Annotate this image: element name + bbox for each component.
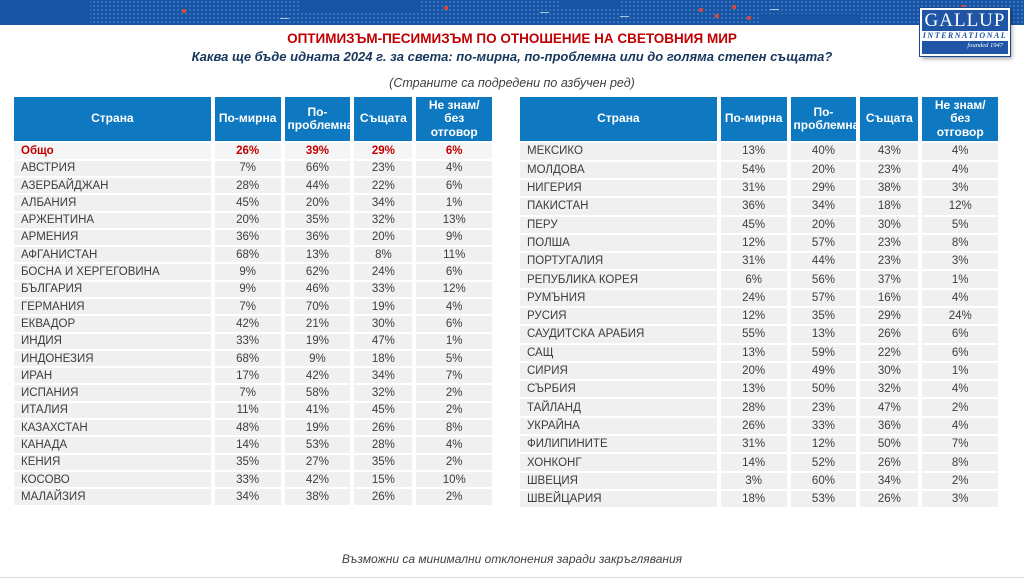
- map-ocean-gap: [760, 14, 860, 25]
- table-body: [520, 143, 998, 509]
- percent-value-cell: 3%: [922, 180, 998, 198]
- country-row: [14, 472, 492, 489]
- country-row: [520, 363, 998, 381]
- country-name-cell: СИРИЯ: [520, 363, 721, 381]
- country-row: [520, 473, 998, 491]
- percent-value-cell: 1%: [416, 195, 492, 212]
- country-row: [520, 381, 998, 399]
- percent-value-cell: 35%: [285, 213, 355, 230]
- country-name-cell: МАЛАЙЗИЯ: [14, 489, 215, 506]
- country-name-cell: БЪЛГАРИЯ: [14, 282, 215, 299]
- country-name-cell: КАЗАХСТАН: [14, 420, 215, 437]
- results-table-left: [14, 97, 492, 507]
- percent-value-cell: 45%: [354, 403, 416, 420]
- percent-value-cell: 19%: [285, 420, 355, 437]
- col-header-the-same: Същата: [860, 97, 922, 143]
- percent-value-cell: 26%: [215, 143, 285, 160]
- percent-value-cell: 66%: [285, 161, 355, 178]
- country-row: [14, 161, 492, 178]
- percent-value-cell: 34%: [791, 198, 861, 216]
- country-row: [14, 351, 492, 368]
- percent-value-cell: 13%: [285, 247, 355, 264]
- percent-value-cell: 62%: [285, 264, 355, 281]
- country-name-cell: ПАКИСТАН: [520, 198, 721, 216]
- country-name-cell: РЕПУБЛИКА КОРЕЯ: [520, 271, 721, 289]
- percent-value-cell: 16%: [860, 290, 922, 308]
- percent-value-cell: 13%: [721, 381, 791, 399]
- country-name-cell: МОЛДОВА: [520, 162, 721, 180]
- percent-value-cell: 23%: [860, 235, 922, 253]
- country-name-cell: ИНДИЯ: [14, 334, 215, 351]
- country-name-cell: ПОЛША: [520, 235, 721, 253]
- logo-name: GALLUP: [924, 10, 1006, 31]
- country-row: [520, 436, 998, 454]
- percent-value-cell: 68%: [215, 247, 285, 264]
- country-row: [14, 195, 492, 212]
- percent-value-cell: 35%: [791, 308, 861, 326]
- percent-value-cell: 6%: [416, 264, 492, 281]
- country-row: [520, 180, 998, 198]
- percent-value-cell: 53%: [791, 491, 861, 509]
- percent-value-cell: 18%: [860, 198, 922, 216]
- percent-value-cell: 14%: [215, 437, 285, 454]
- page-title: ОПТИМИЗЪМ-ПЕСИМИЗЪМ ПО ОТНОШЕНИЕ НА СВЕТОВНИЯ МИР: [287, 31, 737, 46]
- percent-value-cell: 7%: [922, 436, 998, 454]
- percent-value-cell: 3%: [721, 473, 791, 491]
- country-row: [14, 282, 492, 299]
- percent-value-cell: 3%: [922, 253, 998, 271]
- country-row: [14, 455, 492, 472]
- percent-value-cell: 46%: [285, 282, 355, 299]
- percent-value-cell: 60%: [791, 473, 861, 491]
- percent-value-cell: 6%: [721, 271, 791, 289]
- col-header-more-troubled: По-проблемна: [285, 97, 355, 143]
- country-name-cell: ХОНКОНГ: [520, 454, 721, 472]
- percent-value-cell: 12%: [721, 308, 791, 326]
- country-name-cell: ПЕРУ: [520, 217, 721, 235]
- percent-value-cell: 4%: [922, 162, 998, 180]
- col-header-more-troubled: По-проблемна: [791, 97, 861, 143]
- percent-value-cell: 8%: [922, 235, 998, 253]
- country-name-cell: МЕКСИКО: [520, 143, 721, 161]
- country-name-cell: АВСТРИЯ: [14, 161, 215, 178]
- country-row: [14, 489, 492, 506]
- percent-value-cell: 7%: [215, 299, 285, 316]
- country-name-cell: ИРАН: [14, 368, 215, 385]
- percent-value-cell: 44%: [791, 253, 861, 271]
- total-row: [14, 143, 492, 160]
- header-row: [520, 97, 998, 143]
- percent-value-cell: 57%: [791, 290, 861, 308]
- percent-value-cell: 36%: [860, 418, 922, 436]
- percent-value-cell: 3%: [922, 491, 998, 509]
- percent-value-cell: 19%: [285, 334, 355, 351]
- percent-value-cell: 29%: [860, 308, 922, 326]
- map-ocean-gap: [300, 0, 420, 12]
- col-header-country: Страна: [14, 97, 215, 143]
- col-header-dont-know: Не знам/без отговор: [922, 97, 998, 143]
- percent-value-cell: 26%: [721, 418, 791, 436]
- col-header-more-peaceful: По-мирна: [721, 97, 791, 143]
- percent-value-cell: 26%: [860, 326, 922, 344]
- percent-value-cell: 8%: [354, 247, 416, 264]
- percent-value-cell: 28%: [721, 399, 791, 417]
- percent-value-cell: 33%: [215, 472, 285, 489]
- country-row: [14, 368, 492, 385]
- percent-value-cell: 9%: [416, 230, 492, 247]
- percent-value-cell: 22%: [354, 178, 416, 195]
- country-name-cell: ТАЙЛАНД: [520, 399, 721, 417]
- percent-value-cell: 21%: [285, 316, 355, 333]
- country-name-cell: ПОРТУГАЛИЯ: [520, 253, 721, 271]
- bottom-divider: [0, 577, 1024, 578]
- percent-value-cell: 5%: [416, 351, 492, 368]
- percent-value-cell: 6%: [922, 326, 998, 344]
- percent-value-cell: 5%: [922, 217, 998, 235]
- country-name-cell: ИНДОНЕЗИЯ: [14, 351, 215, 368]
- percent-value-cell: 26%: [354, 420, 416, 437]
- col-header-dont-know: Не знам/без отговор: [416, 97, 492, 143]
- country-row: [14, 437, 492, 454]
- percent-value-cell: 20%: [354, 230, 416, 247]
- percent-value-cell: 20%: [791, 162, 861, 180]
- country-name-cell: САЩ: [520, 345, 721, 363]
- percent-value-cell: 2%: [416, 385, 492, 402]
- col-header-more-peaceful: По-мирна: [215, 97, 285, 143]
- percent-value-cell: 27%: [285, 455, 355, 472]
- rounding-footnote: Възможни са минимални отклонения заради закръглявания: [341, 552, 683, 566]
- percent-value-cell: 18%: [721, 491, 791, 509]
- country-row: [14, 230, 492, 247]
- country-name-cell: ИТАЛИЯ: [14, 403, 215, 420]
- percent-value-cell: 17%: [215, 368, 285, 385]
- table-header: [14, 97, 492, 143]
- percent-value-cell: 24%: [721, 290, 791, 308]
- country-row: [520, 271, 998, 289]
- percent-value-cell: 32%: [354, 385, 416, 402]
- percent-value-cell: 53%: [285, 437, 355, 454]
- percent-value-cell: 31%: [721, 180, 791, 198]
- percent-value-cell: 52%: [791, 454, 861, 472]
- percent-value-cell: 34%: [215, 489, 285, 506]
- header-row: [14, 97, 492, 143]
- percent-value-cell: 33%: [791, 418, 861, 436]
- percent-value-cell: 12%: [791, 436, 861, 454]
- country-row: [520, 253, 998, 271]
- percent-value-cell: 8%: [922, 454, 998, 472]
- world-map-banner: [0, 0, 1024, 25]
- percent-value-cell: 20%: [721, 363, 791, 381]
- percent-value-cell: 23%: [791, 399, 861, 417]
- percent-value-cell: 6%: [416, 143, 492, 160]
- percent-value-cell: 47%: [354, 334, 416, 351]
- percent-value-cell: 34%: [354, 368, 416, 385]
- percent-value-cell: 26%: [860, 491, 922, 509]
- percent-value-cell: 50%: [860, 436, 922, 454]
- col-header-the-same: Същата: [354, 97, 416, 143]
- country-row: [520, 399, 998, 417]
- percent-value-cell: 56%: [791, 271, 861, 289]
- country-row: [520, 454, 998, 472]
- map-label-marks-icon: [0, 0, 9, 1]
- percent-value-cell: 7%: [215, 161, 285, 178]
- country-row: [520, 308, 998, 326]
- country-name-cell: РУМЪНИЯ: [520, 290, 721, 308]
- percent-value-cell: 36%: [721, 198, 791, 216]
- percent-value-cell: 42%: [285, 368, 355, 385]
- percent-value-cell: 6%: [416, 316, 492, 333]
- country-name-cell: АЛБАНИЯ: [14, 195, 215, 212]
- percent-value-cell: 9%: [215, 264, 285, 281]
- country-row: [14, 316, 492, 333]
- country-name-cell: АЗЕРБАЙДЖАН: [14, 178, 215, 195]
- country-row: [520, 290, 998, 308]
- percent-value-cell: 2%: [416, 455, 492, 472]
- percent-value-cell: 31%: [721, 436, 791, 454]
- country-row: [520, 418, 998, 436]
- percent-value-cell: 4%: [416, 299, 492, 316]
- country-row: [14, 385, 492, 402]
- country-row: [14, 420, 492, 437]
- percent-value-cell: 35%: [215, 455, 285, 472]
- percent-value-cell: 34%: [354, 195, 416, 212]
- percent-value-cell: 34%: [860, 473, 922, 491]
- country-name-cell: УКРАЙНА: [520, 418, 721, 436]
- percent-value-cell: 49%: [791, 363, 861, 381]
- country-name-cell: ГЕРМАНИЯ: [14, 299, 215, 316]
- percent-value-cell: 20%: [285, 195, 355, 212]
- country-name-cell: КАНАДА: [14, 437, 215, 454]
- percent-value-cell: 18%: [354, 351, 416, 368]
- country-row: [14, 403, 492, 420]
- percent-value-cell: 2%: [922, 399, 998, 417]
- percent-value-cell: 9%: [215, 282, 285, 299]
- country-name-cell: КЕНИЯ: [14, 455, 215, 472]
- logo-founded-text: founded 1947: [967, 42, 1003, 49]
- percent-value-cell: 24%: [922, 308, 998, 326]
- percent-value-cell: 28%: [354, 437, 416, 454]
- results-table-right: [520, 97, 998, 509]
- country-row: [520, 143, 998, 161]
- country-row: [14, 247, 492, 264]
- col-header-country: Страна: [520, 97, 721, 143]
- percent-value-cell: 45%: [215, 195, 285, 212]
- percent-value-cell: 4%: [922, 143, 998, 161]
- percent-value-cell: 8%: [416, 420, 492, 437]
- percent-value-cell: 41%: [285, 403, 355, 420]
- country-row: [520, 345, 998, 363]
- survey-question-subtitle: Каква ще бъде идната 2024 г. за света: по-мирна, по-проблемна или до голяма степен същата?: [191, 49, 833, 64]
- percent-value-cell: 47%: [860, 399, 922, 417]
- percent-value-cell: 23%: [860, 162, 922, 180]
- percent-value-cell: 59%: [791, 345, 861, 363]
- percent-value-cell: 43%: [860, 143, 922, 161]
- percent-value-cell: 4%: [416, 437, 492, 454]
- percent-value-cell: 57%: [791, 235, 861, 253]
- percent-value-cell: 2%: [416, 403, 492, 420]
- percent-value-cell: 12%: [922, 198, 998, 216]
- percent-value-cell: 13%: [791, 326, 861, 344]
- country-name-cell: БОСНА И ХЕРГЕГОВИНА: [14, 264, 215, 281]
- country-name-cell: НИГЕРИЯ: [520, 180, 721, 198]
- country-row: [520, 217, 998, 235]
- country-name-cell: КОСОВО: [14, 472, 215, 489]
- percent-value-cell: 54%: [721, 162, 791, 180]
- percent-value-cell: 11%: [416, 247, 492, 264]
- country-row: [14, 299, 492, 316]
- percent-value-cell: 26%: [860, 454, 922, 472]
- percent-value-cell: 23%: [354, 161, 416, 178]
- percent-value-cell: 40%: [791, 143, 861, 161]
- country-name-cell: ЕКВАДОР: [14, 316, 215, 333]
- percent-value-cell: 19%: [354, 299, 416, 316]
- percent-value-cell: 38%: [285, 489, 355, 506]
- percent-value-cell: 4%: [416, 161, 492, 178]
- percent-value-cell: 42%: [285, 472, 355, 489]
- country-row: [14, 178, 492, 195]
- country-name-cell: ШВЕЙЦАРИЯ: [520, 491, 721, 509]
- percent-value-cell: 6%: [416, 178, 492, 195]
- percent-value-cell: 11%: [215, 403, 285, 420]
- percent-value-cell: 10%: [416, 472, 492, 489]
- percent-value-cell: 50%: [791, 381, 861, 399]
- percent-value-cell: 7%: [416, 368, 492, 385]
- percent-value-cell: 32%: [860, 381, 922, 399]
- percent-value-cell: 30%: [860, 363, 922, 381]
- percent-value-cell: 6%: [922, 345, 998, 363]
- percent-value-cell: 2%: [416, 489, 492, 506]
- percent-value-cell: 33%: [215, 334, 285, 351]
- country-name-cell: ИСПАНИЯ: [14, 385, 215, 402]
- country-row: [14, 213, 492, 230]
- percent-value-cell: 23%: [860, 253, 922, 271]
- percent-value-cell: 35%: [354, 455, 416, 472]
- map-ocean-gap: [560, 0, 620, 8]
- percent-value-cell: 4%: [922, 290, 998, 308]
- percent-value-cell: 68%: [215, 351, 285, 368]
- percent-value-cell: 39%: [285, 143, 355, 160]
- percent-value-cell: 9%: [285, 351, 355, 368]
- percent-value-cell: 58%: [285, 385, 355, 402]
- percent-value-cell: 20%: [215, 213, 285, 230]
- percent-value-cell: 32%: [354, 213, 416, 230]
- percent-value-cell: 28%: [215, 178, 285, 195]
- percent-value-cell: 12%: [721, 235, 791, 253]
- percent-value-cell: 44%: [285, 178, 355, 195]
- country-row: [520, 491, 998, 509]
- country-name-cell: ШВЕЦИЯ: [520, 473, 721, 491]
- country-row: [520, 326, 998, 344]
- percent-value-cell: 70%: [285, 299, 355, 316]
- country-name-cell: АФГАНИСТАН: [14, 247, 215, 264]
- country-name-cell: СЪРБИЯ: [520, 381, 721, 399]
- percent-value-cell: 7%: [215, 385, 285, 402]
- percent-value-cell: 36%: [215, 230, 285, 247]
- table-header: [520, 97, 998, 143]
- percent-value-cell: 13%: [721, 345, 791, 363]
- percent-value-cell: 4%: [922, 418, 998, 436]
- country-row: [520, 198, 998, 216]
- country-name-cell: АРМЕНИЯ: [14, 230, 215, 247]
- logo-international-band: INTERNATIONAL: [922, 31, 1008, 40]
- percent-value-cell: 2%: [922, 473, 998, 491]
- percent-value-cell: 22%: [860, 345, 922, 363]
- percent-value-cell: 12%: [416, 282, 492, 299]
- country-row: [520, 235, 998, 253]
- percent-value-cell: 38%: [860, 180, 922, 198]
- percent-value-cell: 14%: [721, 454, 791, 472]
- percent-value-cell: 30%: [860, 217, 922, 235]
- percent-value-cell: 45%: [721, 217, 791, 235]
- percent-value-cell: 31%: [721, 253, 791, 271]
- percent-value-cell: 29%: [791, 180, 861, 198]
- country-name-cell: Общо: [14, 143, 215, 160]
- percent-value-cell: 29%: [354, 143, 416, 160]
- percent-value-cell: 1%: [922, 271, 998, 289]
- percent-value-cell: 24%: [354, 264, 416, 281]
- country-name-cell: РУСИЯ: [520, 308, 721, 326]
- table-body: [14, 143, 492, 506]
- country-name-cell: ФИЛИПИНИТЕ: [520, 436, 721, 454]
- percent-value-cell: 30%: [354, 316, 416, 333]
- percent-value-cell: 1%: [922, 363, 998, 381]
- country-name-cell: САУДИТСКА АРАБИЯ: [520, 326, 721, 344]
- percent-value-cell: 48%: [215, 420, 285, 437]
- map-ocean-gap: [0, 0, 90, 25]
- alphabetical-order-note: (Страните са подредени по азбучен ред): [389, 76, 635, 90]
- country-row: [520, 162, 998, 180]
- percent-value-cell: 33%: [354, 282, 416, 299]
- percent-value-cell: 37%: [860, 271, 922, 289]
- percent-value-cell: 4%: [922, 381, 998, 399]
- percent-value-cell: 13%: [416, 213, 492, 230]
- country-row: [14, 334, 492, 351]
- percent-value-cell: 36%: [285, 230, 355, 247]
- percent-value-cell: 55%: [721, 326, 791, 344]
- percent-value-cell: 42%: [215, 316, 285, 333]
- percent-value-cell: 13%: [721, 143, 791, 161]
- percent-value-cell: 20%: [791, 217, 861, 235]
- percent-value-cell: 1%: [416, 334, 492, 351]
- country-name-cell: АРЖЕНТИНА: [14, 213, 215, 230]
- percent-value-cell: 26%: [354, 489, 416, 506]
- country-row: [14, 264, 492, 281]
- percent-value-cell: 15%: [354, 472, 416, 489]
